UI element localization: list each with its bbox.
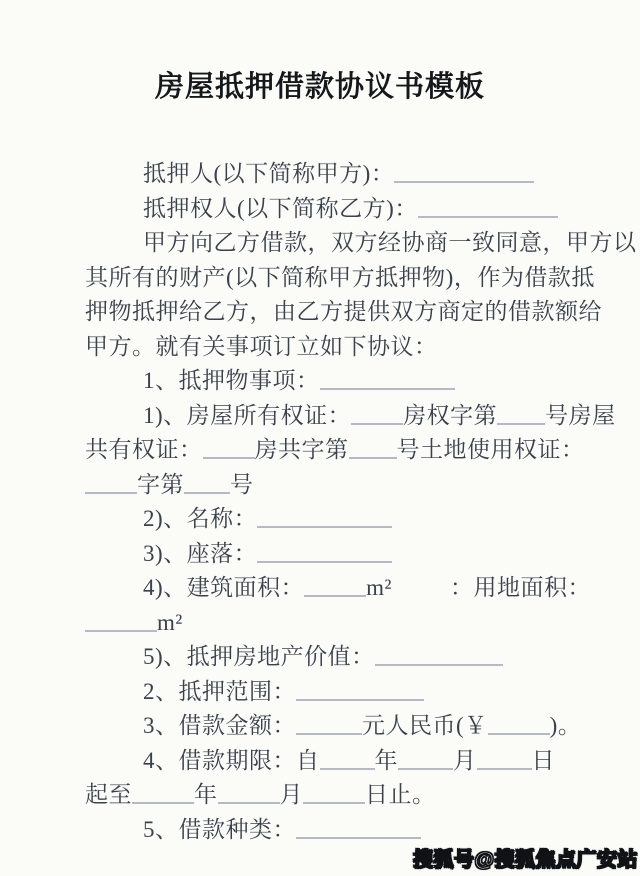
document-line bbox=[0, 192, 640, 227]
line-text: 抵押权人(以下简称乙方)： bbox=[143, 195, 418, 221]
fill-in-blank bbox=[296, 697, 424, 701]
fill-in-blank bbox=[296, 835, 421, 839]
fill-in-blank bbox=[375, 662, 503, 666]
fill-in-blank bbox=[85, 490, 137, 494]
line-text: 元人民币(￥ bbox=[362, 713, 488, 738]
line-text: 年 bbox=[194, 782, 218, 807]
document-line bbox=[0, 502, 640, 537]
document-line bbox=[0, 433, 640, 468]
line-text: 押物抵押给乙方，由乙方提供双方商定的借款额给 bbox=[85, 299, 602, 324]
line-text: 4、借款期限：自 bbox=[143, 747, 320, 773]
line-text: 5)、抵押房地产价值： bbox=[143, 644, 375, 669]
fill-in-blank bbox=[218, 800, 280, 804]
line-text: 房共字第 bbox=[254, 437, 349, 462]
document-line bbox=[0, 226, 640, 261]
fill-in-blank bbox=[303, 800, 365, 804]
line-text: 甲方向乙方借款，双方经协商一致同意，甲方以 bbox=[143, 230, 637, 255]
line-text: 1)、房屋所有权证： bbox=[143, 402, 352, 428]
line-text: 1、抵押物事项： bbox=[143, 368, 320, 393]
line-text: 年 bbox=[374, 747, 398, 773]
fill-in-blank bbox=[203, 455, 255, 459]
line-text: 抵押人(以下简称甲方)： bbox=[143, 161, 395, 186]
fill-in-blank bbox=[488, 731, 550, 735]
fill-in-blank bbox=[85, 628, 157, 632]
line-text: 4)、建筑面积： bbox=[143, 575, 305, 600]
document-line bbox=[0, 571, 640, 606]
fill-in-blank bbox=[497, 421, 545, 425]
line-text: 3、借款金额： bbox=[143, 713, 296, 738]
line-text: 2)、名称： bbox=[143, 506, 258, 531]
document-line bbox=[0, 468, 640, 503]
fill-in-blank bbox=[398, 766, 453, 770]
line-text: 共有权证： bbox=[85, 437, 203, 462]
line-text: 号土地使用权证： bbox=[396, 437, 585, 462]
document-line bbox=[0, 157, 640, 192]
document-line bbox=[0, 295, 640, 330]
document-line bbox=[0, 744, 640, 779]
fill-in-blank bbox=[477, 766, 532, 770]
line-text: 5、借款种类： bbox=[143, 816, 296, 842]
fill-in-blank bbox=[349, 455, 397, 459]
document-line bbox=[0, 606, 640, 641]
fill-in-blank bbox=[184, 490, 230, 494]
line-text: 日 bbox=[531, 747, 555, 773]
document-line bbox=[0, 330, 640, 365]
document-line bbox=[0, 364, 640, 399]
fill-in-blank bbox=[257, 559, 392, 563]
line-text: 2、抵押范围： bbox=[143, 678, 296, 704]
line-text: m² bbox=[157, 609, 183, 635]
document-line bbox=[0, 261, 640, 296]
fill-in-blank bbox=[320, 766, 375, 770]
document-line bbox=[0, 537, 640, 572]
fill-in-blank bbox=[296, 731, 362, 735]
line-text: ：用地面积： bbox=[449, 575, 591, 600]
document-body bbox=[0, 157, 640, 847]
line-text: 日止。 bbox=[365, 782, 436, 807]
line-text: 房权字第 bbox=[403, 402, 498, 428]
line-text: 月 bbox=[279, 782, 303, 807]
fill-in-blank bbox=[394, 179, 534, 183]
line-text: 月 bbox=[453, 747, 477, 773]
document-line bbox=[0, 675, 640, 710]
fill-in-blank bbox=[320, 386, 455, 390]
document-line bbox=[0, 778, 640, 813]
fill-in-blank bbox=[418, 214, 558, 218]
line-text: 甲方。就有关事项订立如下协议： bbox=[85, 333, 438, 359]
line-text: m² bbox=[366, 575, 392, 600]
line-text: 其所有的财产(以下简称甲方抵押物)，作为借款抵 bbox=[85, 264, 595, 290]
line-text: 号房屋 bbox=[545, 402, 616, 428]
line-text: 号 bbox=[230, 471, 254, 497]
fill-in-blank bbox=[132, 800, 194, 804]
line-text: )。 bbox=[549, 713, 582, 738]
watermark: 搜狐号@搜狐焦点广安站 bbox=[412, 849, 638, 871]
line-text: 3)、座落： bbox=[143, 540, 258, 566]
document-line bbox=[0, 709, 640, 744]
fill-in-blank bbox=[351, 421, 403, 425]
line-text: 字第 bbox=[137, 471, 184, 497]
document-line bbox=[0, 399, 640, 434]
fill-in-blank bbox=[257, 524, 392, 528]
fill-in-blank bbox=[304, 593, 366, 597]
document-line bbox=[0, 813, 640, 848]
document-line bbox=[0, 640, 640, 675]
document-title: 房屋抵押借款协议书模板 bbox=[154, 71, 485, 103]
line-text: 起至 bbox=[85, 782, 132, 807]
